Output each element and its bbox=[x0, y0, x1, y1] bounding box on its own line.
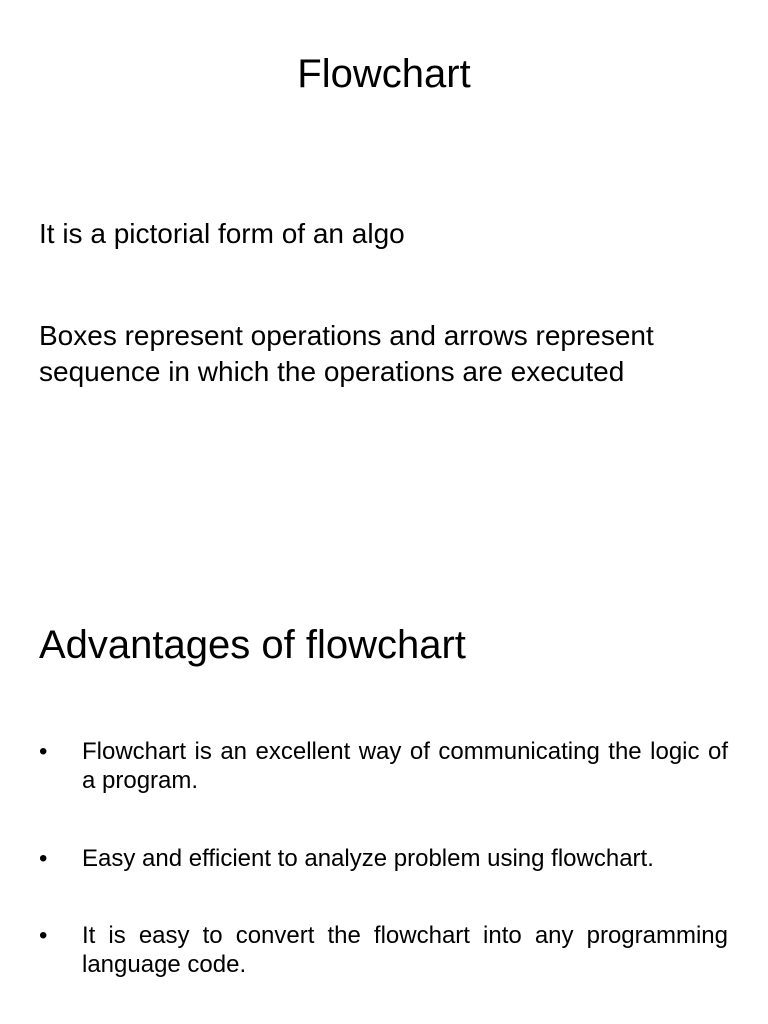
advantages-list bbox=[39, 737, 728, 979]
list-item bbox=[39, 844, 728, 873]
list-item-text: Flowchart is an excellent way of communicating the logic of a program. bbox=[82, 738, 728, 794]
slide-title: Flowchart bbox=[297, 52, 471, 96]
bullet-icon: • bbox=[39, 922, 48, 949]
bullet-icon: • bbox=[39, 845, 48, 872]
list-item bbox=[39, 921, 728, 979]
list-item-text: Easy and efficient to analyze problem using flowchart. bbox=[82, 845, 654, 872]
list-item bbox=[39, 737, 728, 795]
section-heading: Advantages of flowchart bbox=[39, 623, 466, 667]
list-item-text: It is easy to convert the flowchart into any programming language code. bbox=[82, 922, 728, 978]
bullet-icon: • bbox=[39, 738, 48, 765]
definition-text: It is a pictorial form of an algo bbox=[39, 218, 405, 249]
description-text: Boxes represent operations and arrows represent sequence in which the operations are executed bbox=[39, 320, 654, 387]
